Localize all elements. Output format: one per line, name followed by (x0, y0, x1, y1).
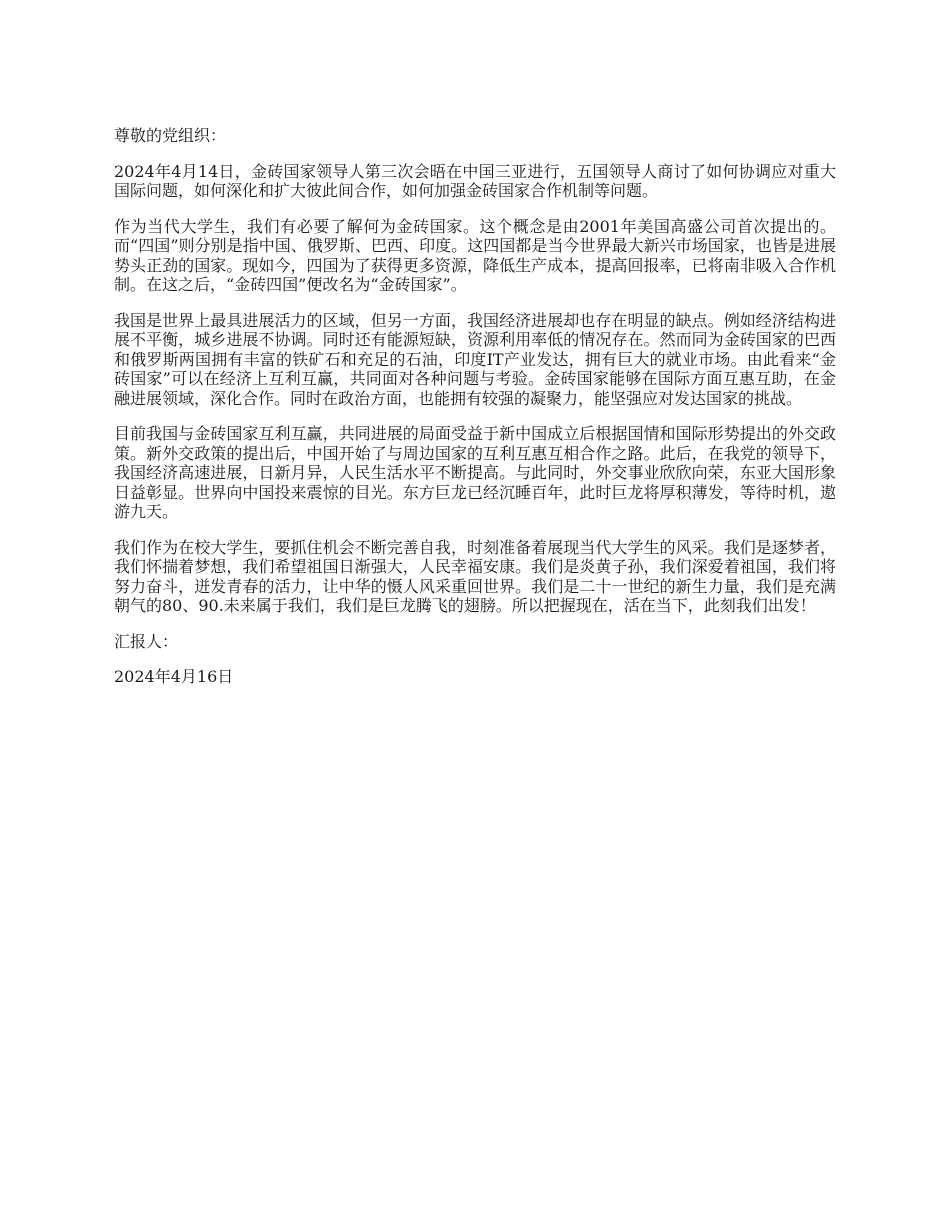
paragraph-3: 我国是世界上最具进展活力的区域，但另一方面，我国经济进展却也存在明显的缺点。例如经济结构进展不平衡，城乡进展不协调。同时还有能源短缺，资源利用率低的情况存在。然而同为金砖国家的巴西和俄罗斯两国拥有丰富的铁矿石和充足的石油，印度IT产业发达，拥有巨大的就业市场。由此看来“金砖国家”可以在经济上互利互赢，共同面对各种问题与考验。金砖国家能够在国际方面互惠互助，在金融进展领域，深化合作。同时在政治方面，也能拥有较强的凝聚力，能坚强应对发达国家的挑战。 (114, 310, 836, 408)
reporter-label: 汇报人： (114, 631, 179, 651)
paragraph-5: 我们作为在校大学生，要抓住机会不断完善自我，时刻准备着展现当代大学生的风采。我们是逐梦者，我们怀揣着梦想，我们希望祖国日渐强大，人民幸福安康。我们是炎黄子孙，我们深爱着祖国，我们将努力奋斗，迸发青春的活力，让中华的慑人风采重回世界。我们是二十一世纪的新生力量，我们是充满朝气的80、90.未来属于我们，我们是巨龙腾飞的翅膀。所以把握现在，活在当下，此刻我们出发！ (114, 537, 836, 615)
letter-body (114, 126, 836, 703)
paragraph-4: 目前我国与金砖国家互利互赢，共同进展的局面受益于新中国成立后根据国情和国际形势提出的外交政策。新外交政策的提出后，中国开始了与周边国家的互利互惠互相合作之路。此后，在我党的领导下，我国经济高速进展，日新月异，人民生活水平不断提高。与此同时，外交事业欣欣向荣，东亚大国形象日益彰显。世界向中国投来震惊的目光。东方巨龙已经沉睡百年，此时巨龙将厚积薄发，等待时机，遨游九天。 (114, 424, 836, 521)
salutation: 尊敬的党组织： (114, 126, 227, 145)
paragraph-2: 作为当代大学生，我们有必要了解何为金砖国家。这个概念是由2001年美国高盛公司首次提出的。而“四国”则分别是指中国、俄罗斯、巴西、印度。这四国都是当今世界最大新兴市场国家，也皆是进展势头正劲的国家。现如今，四国为了获得更多资源，降低生产成本，提高回报率，已将南非吸入合作机制。在这之后，“金砖四国”便改名为“金砖国家”。 (114, 216, 836, 294)
letter-date: 2024年4月16日 (114, 667, 234, 686)
paragraph-1: 2024年4月14日，金砖国家领导人第三次会晤在中国三亚进行，五国领导人商讨了如何协调应对重大国际问题，如何深化和扩大彼此间合作，如何加强金砖国家合作机制等问题。 (114, 161, 836, 200)
